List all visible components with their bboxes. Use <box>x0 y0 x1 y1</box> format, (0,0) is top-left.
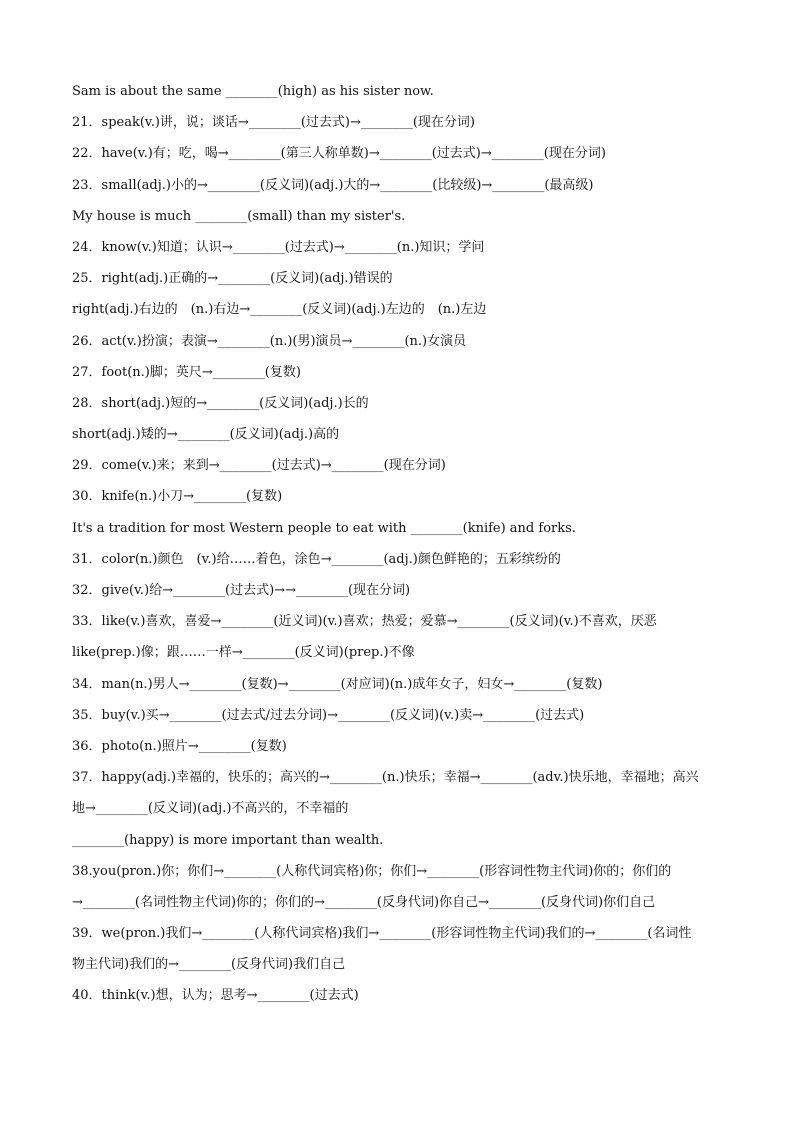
text-line: 30．knife(n.)小刀→________(复数) <box>72 489 283 505</box>
text-line: 38.you(pron.)你；你们→________(人称代词宾格)你；你们→________(形容词性物主代词)你的；你们的 <box>72 863 672 879</box>
text-line: 26．act(v.)扮演；表演→________(n.)(男)演员→________(n.)女演员 <box>72 333 467 349</box>
text-line: →________(名词性物主代词)你的；你们的→________(反身代词)你自己→________(反身代词)你们自己 <box>72 894 656 910</box>
text-line: 22．have(v.)有；吃，喝→________(第三人称单数)→________(过去式)→________(现在分词) <box>72 146 606 162</box>
text-line: 34．man(n.)男人→________(复数)→________(对应词)(n.)成年女子，妇女→________(复数) <box>72 676 603 692</box>
text-line: 物主代词)我们的→________(反身代词)我们自己 <box>72 957 346 973</box>
text-line: short(adj.)矮的→________(反义词)(adj.)高的 <box>72 427 340 443</box>
text-line: 37．happy(adj.)幸福的，快乐的；高兴的→________(n.)快乐；幸福→________(adv.)快乐地，幸福地；高兴 <box>72 770 699 786</box>
text-line: like(prep.)像；跟……一样→________(反义词)(prep.)不像 <box>72 645 415 661</box>
text-line: 29．come(v.)来；来到→________(过去式)→________(现在分词) <box>72 458 446 474</box>
worksheet-body <box>72 76 732 1012</box>
text-line: 33．like(v.)喜欢，喜爱→________(近义词)(v.)喜欢；热爱；爱慕→________(反义词)(v.)不喜欢，厌恶 <box>72 614 657 630</box>
text-line: 27．foot(n.)脚；英尺→________(复数) <box>72 364 301 380</box>
text-line: 24．know(v.)知道；认识→________(过去式)→________(n.)知识；学问 <box>72 239 485 255</box>
text-line: 32．give(v.)给→________(过去式)→→________(现在分词) <box>72 583 411 598</box>
text-line: 40．think(v.)想，认为；思考→________(过去式) <box>72 988 359 1004</box>
text-line: 21．speak(v.)讲，说；谈话→________(过去式)→________(现在分词) <box>72 115 476 131</box>
text-line: 36．photo(n.)照片→________(复数) <box>72 738 287 754</box>
text-line: 39．we(pron.)我们→________(人称代词宾格)我们→________(形容词性物主代词)我们的→________(名词性 <box>72 926 692 942</box>
text-line: 地→________(反义词)(adj.)不高兴的，不幸福的 <box>72 801 349 817</box>
text-line: right(adj.)右边的 (n.)右边→________(反义词)(adj.)左边的 (n.)左边 <box>72 302 487 318</box>
text-line: 31．color(n.)颜色 (v.)给……着色，涂色→________(adj.)颜色鲜艳的；五彩缤纷的 <box>72 551 561 567</box>
text-line: 35．buy(v.)买→________(过去式/过去分词)→________(反义词)(v.)卖→________(过去式) <box>72 707 585 723</box>
text-line: 23．small(adj.)小的→________(反义词)(adj.)大的→________(比较级)→________(最高级) <box>72 177 594 193</box>
text-line: 25．right(adj.)正确的→________(反义词)(adj.)错误的 <box>72 271 393 287</box>
text-line: Sam is about the same ________(high) as his sister now. <box>72 84 434 99</box>
text-line: My house is much ________(small) than my sister's. <box>72 208 406 224</box>
text-line: It's a tradition for most Western people to eat with ________(knife) and forks. <box>72 520 576 536</box>
text-line: 28．short(adj.)短的→________(反义词)(adj.)长的 <box>72 395 369 411</box>
text-line: ________(happy) is more important than wealth. <box>72 832 384 848</box>
